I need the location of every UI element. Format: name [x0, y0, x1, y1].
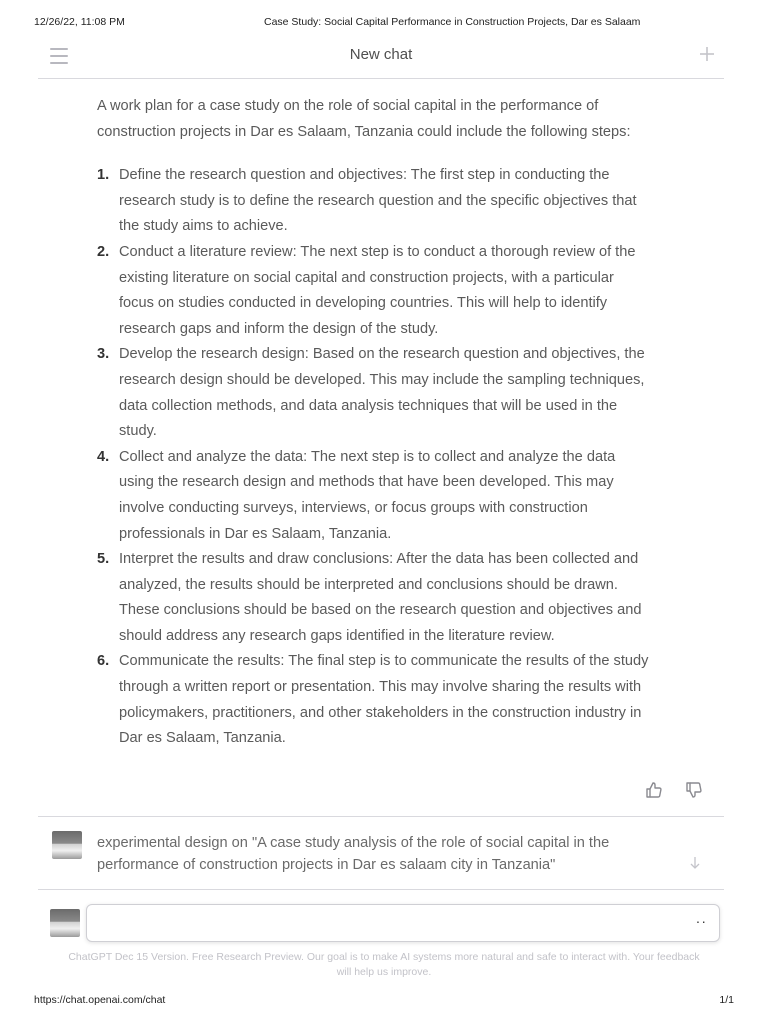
step-number: 1.	[97, 167, 110, 184]
list-item	[97, 547, 649, 649]
chat-title: New chat	[349, 46, 413, 63]
plus-icon[interactable]	[696, 42, 718, 66]
thumbs-up-icon[interactable]	[644, 780, 664, 800]
step-text: Define the research question and objectives: The first step in conducting the research study is to define the research question and the specific objectives that the study aims to achieve.	[119, 167, 637, 235]
thumbs-down-icon[interactable]	[684, 780, 704, 800]
list-item	[97, 445, 649, 547]
assistant-response	[97, 94, 649, 752]
step-text: Interpret the results and draw conclusions: After the data has been collected and analyzed, the results should be interpreted and conclusions should be drawn. These conclusions should be based on the research question and objectives and should address any research gaps identified in the literature review.	[119, 551, 642, 644]
print-date: 12/26/22, 11:08 PM	[34, 16, 125, 28]
response-intro: A work plan for a case study on the role of social capital in the performance of construction projects in Dar es Salaam, Tanzania could include the following steps:	[97, 98, 631, 140]
step-number: 4.	[97, 448, 110, 465]
step-text: Collect and analyze the data: The next step is to collect and analyze the data using the research design and methods that have been developed. This may involve conducting surveys, interviews, or focus groups with construction professionals in Dar es Salaam, Tanzania.	[119, 448, 616, 542]
arrow-down-icon[interactable]	[688, 855, 702, 871]
step-number: 3.	[97, 346, 110, 363]
step-text: Conduct a literature review: The next step is to conduct a thorough review of the existing literature on social capital and construction projects, with a particular focus on studies conducted in developing countries. This will help to identify research gaps and inform the design of the study.	[119, 243, 636, 337]
user-avatar	[50, 909, 80, 937]
prompt-input[interactable]	[86, 904, 720, 942]
step-number: 6.	[97, 653, 110, 670]
message-divider	[38, 889, 724, 890]
list-item	[97, 163, 649, 240]
loading-dots-icon: ··	[695, 913, 707, 929]
list-item	[97, 649, 649, 751]
print-page-number: 1/1	[719, 994, 734, 1006]
feedback-buttons	[644, 780, 708, 802]
list-item	[97, 342, 649, 444]
step-text: Develop the research design: Based on the research question and objectives, the research design should be developed. This may include the sampling techniques, data collection methods, and data analysis techniques that will be used in the study.	[119, 346, 645, 440]
user-message: experimental design on "A case study analysis of the role of social capital in the performance of construction projects in Dar es salaam city in Tanzania"	[97, 835, 610, 873]
message-divider	[38, 816, 724, 817]
print-url: https://chat.openai.com/chat	[34, 994, 166, 1006]
user-avatar	[52, 831, 82, 859]
step-number: 2.	[97, 243, 110, 260]
step-number: 5.	[97, 551, 110, 568]
print-header	[0, 16, 768, 32]
list-item	[97, 240, 649, 342]
chat-topbar	[38, 40, 724, 79]
steps-list	[97, 163, 649, 752]
footer-disclaimer: ChatGPT Dec 15 Version. Free Research Preview. Our goal is to make AI systems more natural and safe to interact with. Your feedback will help us improve.	[68, 951, 700, 978]
print-footer	[0, 994, 768, 1010]
step-text: Communicate the results: The final step is to communicate the results of the study through a written report or presentation. This may involve sharing the results with policymakers, practitioners, and other stakeholders in the construction industry in Dar es Salaam, Tanzania.	[119, 653, 649, 747]
print-title: Case Study: Social Capital Performance in Construction Projects, Dar es Salaam	[264, 16, 641, 28]
